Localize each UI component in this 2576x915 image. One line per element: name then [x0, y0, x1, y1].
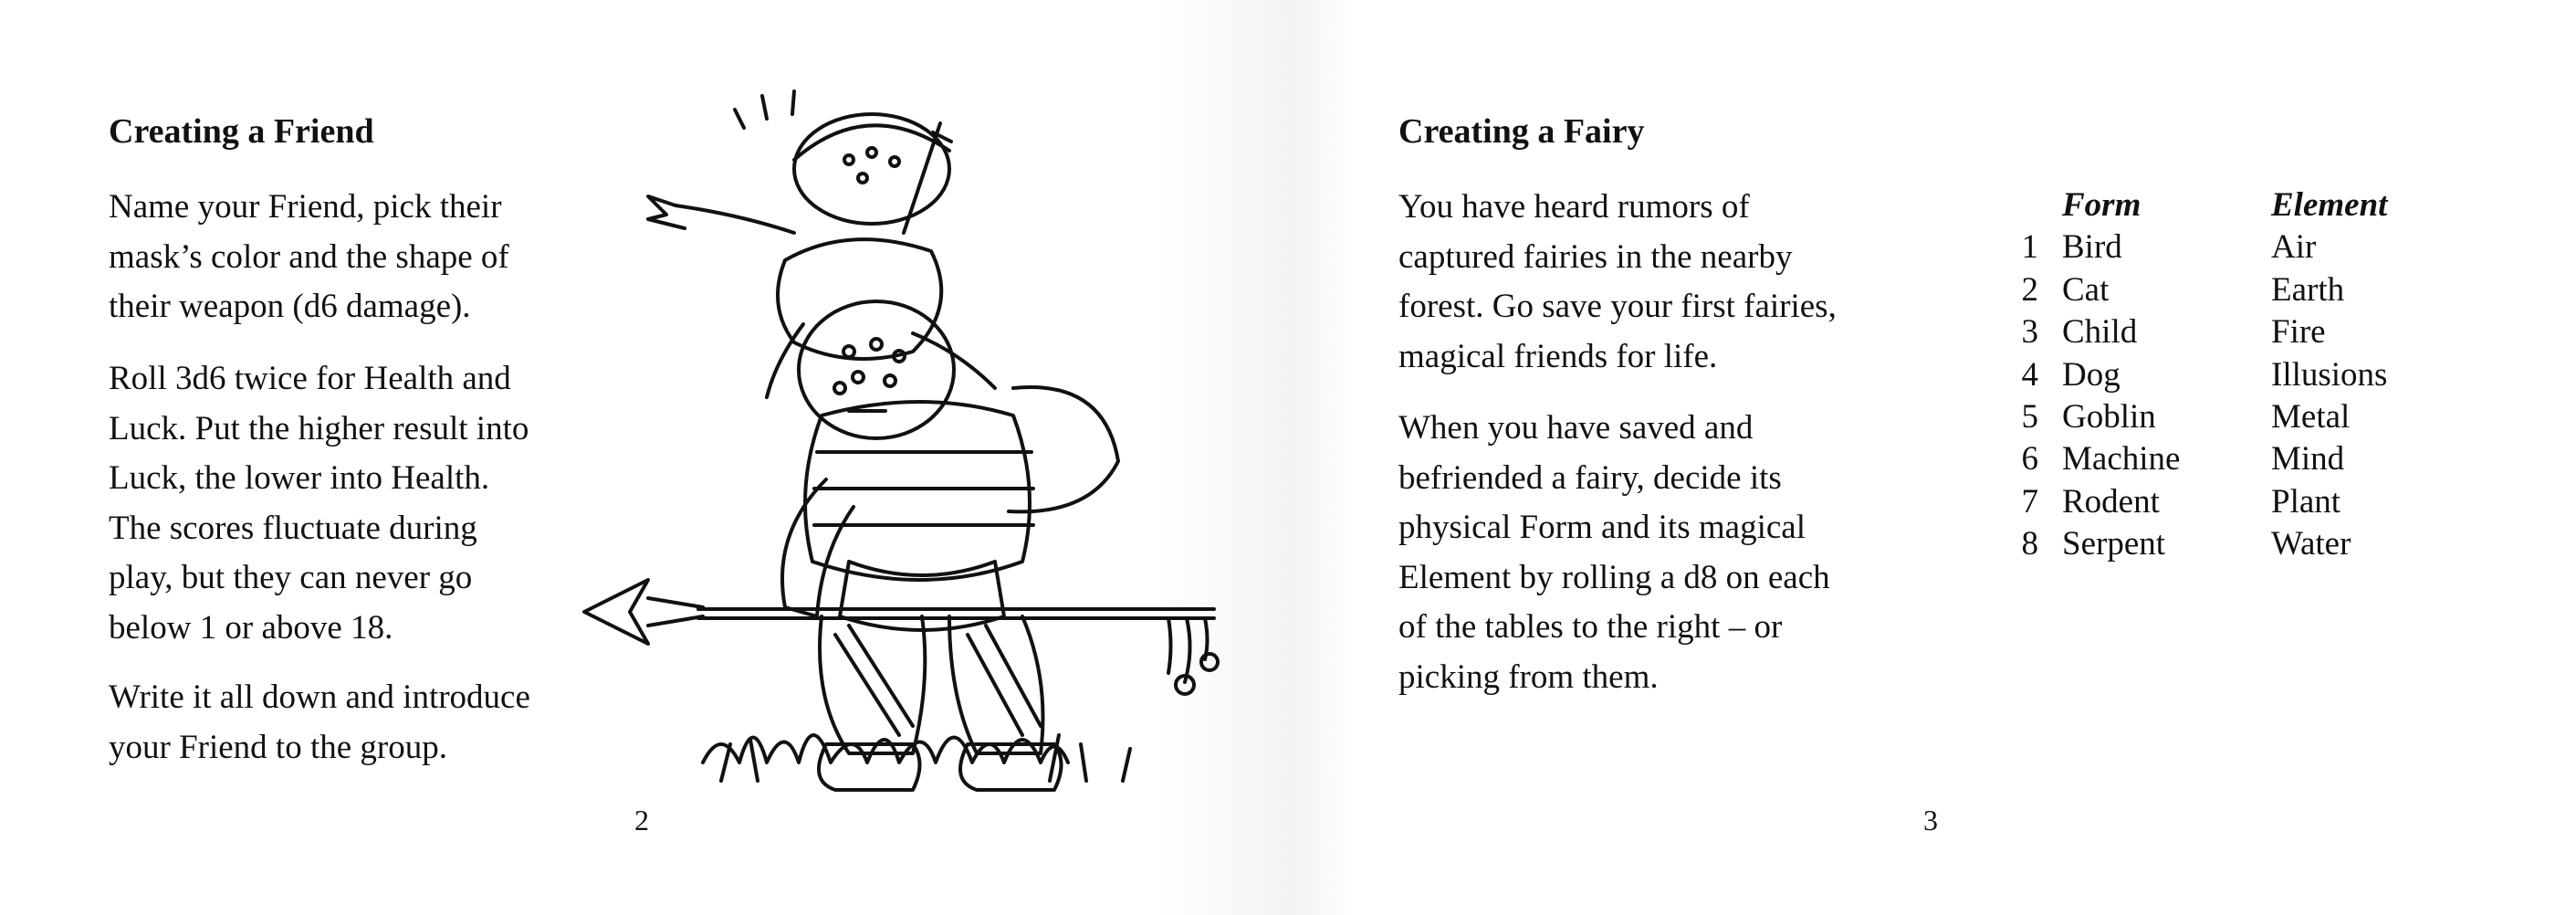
element-cell: Water	[2271, 525, 2351, 563]
element-cell: Plant	[2271, 482, 2341, 521]
row-number: 1	[2021, 228, 2038, 267]
page-number-right: 3	[1923, 804, 1938, 836]
row-number: 4	[2021, 355, 2038, 394]
element-cell: Earth	[2271, 270, 2345, 309]
paragraph-name-friend: Name your Friend, pick their mask’s color and the shape of their weapon (d6 damage).	[109, 188, 509, 325]
page-heading-creating-a-fairy: Creating a Fairy	[1398, 112, 1645, 151]
table-row	[1987, 396, 2454, 438]
row-number: 7	[2021, 482, 2038, 521]
element-cell: Fire	[2271, 313, 2326, 352]
element-cell: Air	[2271, 228, 2317, 267]
element-cell: Illusions	[2271, 355, 2388, 394]
row-number: 6	[2021, 440, 2038, 479]
table-body	[1987, 226, 2454, 565]
table-row	[1987, 354, 2454, 396]
form-cell: Serpent	[2062, 525, 2166, 563]
paragraph-roll-stats: Roll 3d6 twice for Health and Luck. Put the higher result into Luck, the lower into Health. The scores fluctuate during play, but they can never go below 1 or above 18.	[109, 360, 529, 647]
form-cell: Goblin	[2062, 398, 2156, 436]
column-header-form: Form	[2062, 186, 2141, 224]
table-row	[1987, 523, 2454, 565]
page-number-left: 2	[634, 804, 649, 836]
table-row	[1987, 269, 2454, 311]
fairy-form-element-table	[1987, 184, 2454, 566]
form-cell: Dog	[2062, 355, 2120, 394]
table-row	[1987, 438, 2454, 480]
element-cell: Metal	[2271, 398, 2351, 436]
element-cell: Mind	[2271, 440, 2345, 479]
row-number: 8	[2021, 525, 2038, 563]
table-row	[1987, 311, 2454, 353]
form-cell: Child	[2062, 313, 2138, 352]
right-page	[1288, 0, 2576, 915]
page-heading-creating-a-friend: Creating a Friend	[109, 112, 374, 151]
paragraph-fairy-form-element: When you have saved and befriended a fairy, decide its physical Form and its magical Element by rolling a d8 on each of the tables to the right – or picking from them.	[1398, 409, 1830, 696]
form-cell: Bird	[2062, 228, 2122, 267]
column-header-element: Element	[2271, 186, 2388, 224]
paragraph-write-down: Write it all down and introduce your Friend to the group.	[109, 678, 530, 766]
form-cell: Cat	[2062, 270, 2110, 309]
form-cell: Rodent	[2062, 482, 2160, 521]
form-cell: Machine	[2062, 440, 2181, 479]
paragraph-fairy-rumors: You have heard rumors of captured fairies in the nearby forest. Go save your first fairies, magical friends for life.	[1398, 188, 1837, 375]
table-row	[1987, 226, 2454, 268]
masked-friends-illustration-icon	[575, 87, 1232, 799]
table-row	[1987, 481, 2454, 523]
table-header-row	[1987, 184, 2454, 226]
row-number: 3	[2021, 313, 2038, 352]
row-number: 5	[2021, 398, 2038, 436]
row-number: 2	[2021, 270, 2038, 309]
